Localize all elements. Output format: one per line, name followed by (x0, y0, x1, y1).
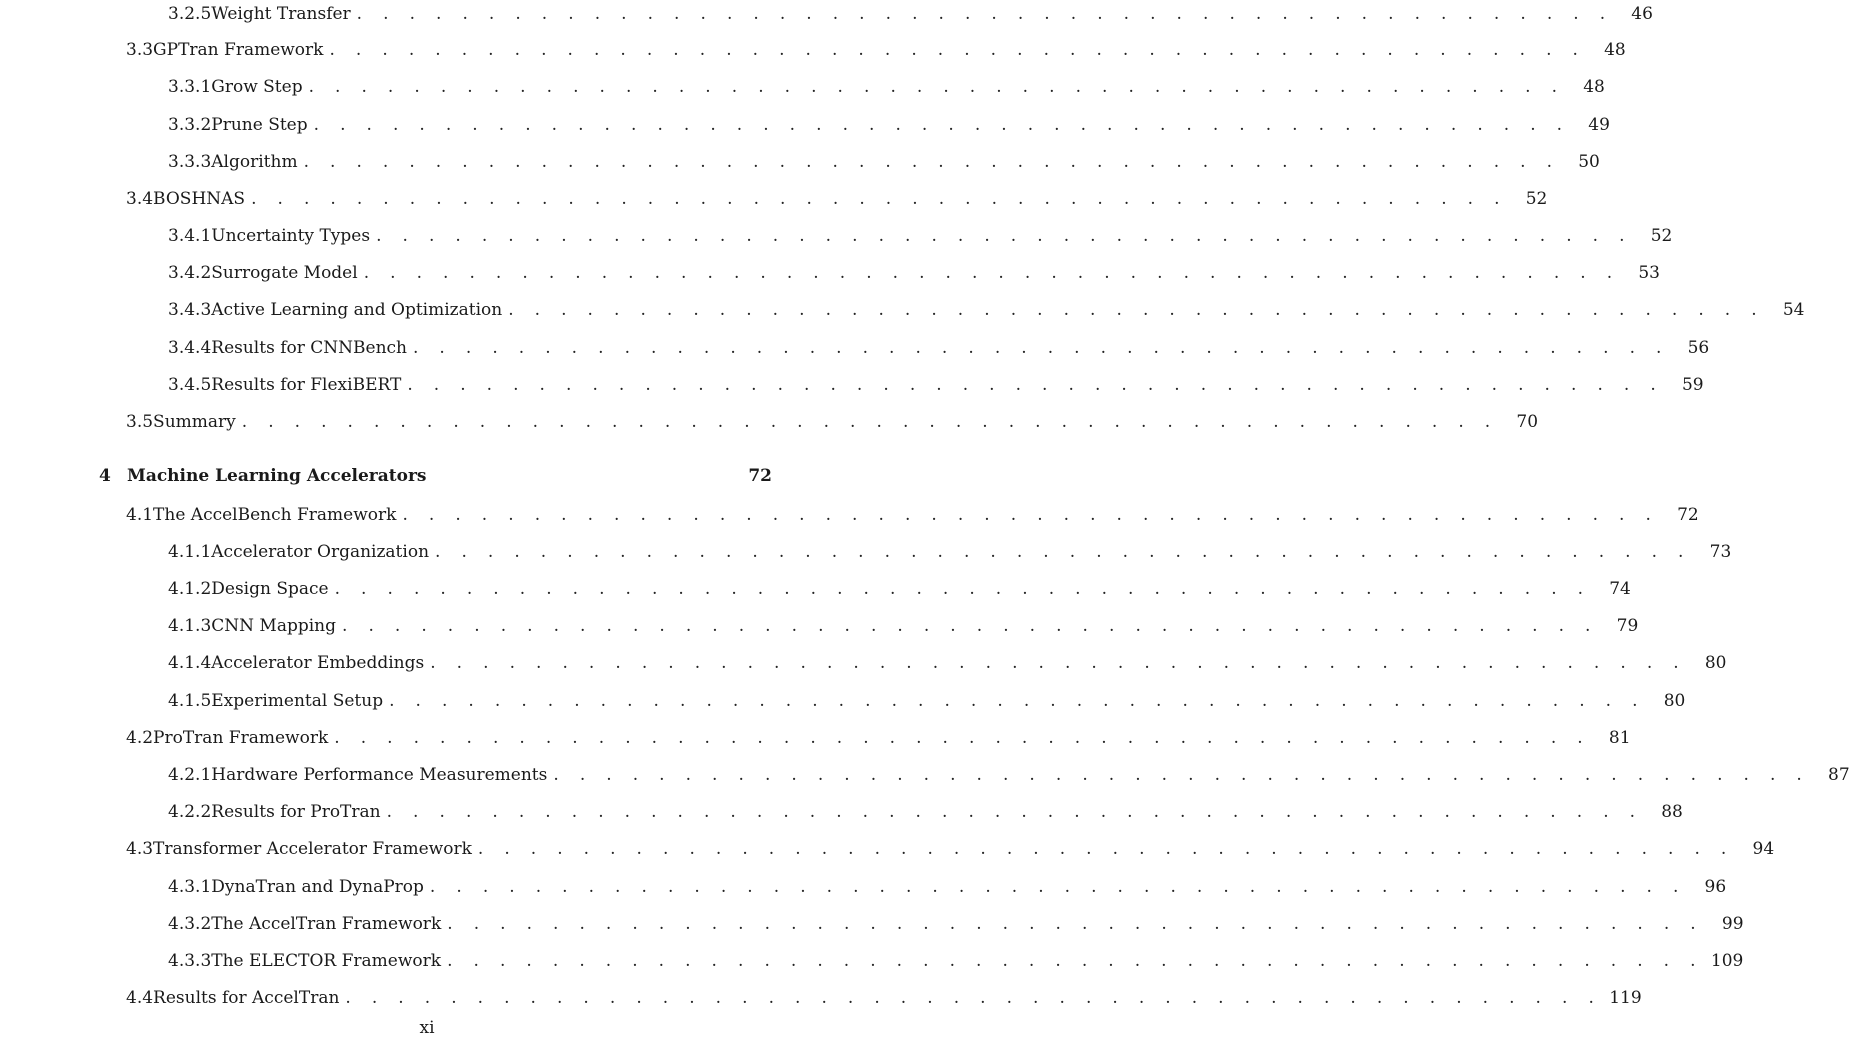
section-number: 3.3.3 (168, 152, 212, 172)
toc-entry-4-1-5[interactable] (168, 689, 1686, 713)
section-number: 4.1.3 (168, 616, 212, 636)
section-title: Accelerator Embeddings (211, 653, 425, 673)
page-number: 74 (1609, 579, 1631, 599)
page-number: 87 (1828, 765, 1850, 785)
section-number: 4.2.1 (168, 765, 212, 785)
toc-entry-4-1-1[interactable] (168, 540, 1732, 564)
section-number: 4.1.5 (168, 691, 212, 711)
section-title: Accelerator Organization (211, 542, 430, 562)
section-title: The AccelTran Framework (211, 914, 442, 934)
page-number: 72 (748, 466, 772, 486)
section-title: Algorithm (211, 152, 298, 172)
page-number: 73 (1709, 542, 1732, 562)
toc-entry-3-4-3[interactable] (168, 298, 1805, 322)
section-number: 3.5 (126, 412, 154, 432)
toc-entry-3-3-2[interactable] (168, 113, 1610, 137)
section-number: 4.3.1 (168, 877, 212, 897)
dot-leaders: . . . . . . . . . . . . . . . . . . . . . . . . . . . . . . . . . . . . . . . . . . . . . . . . (389, 691, 1646, 711)
page-number: 48 (1583, 77, 1605, 97)
dot-leaders: . . . . . . . . . . . . . . . . . . . . . . . . . . . . . . . . . . . . . . . . . . . . . . . . (345, 988, 1602, 1008)
section-number: 4.1.1 (168, 542, 212, 562)
dot-leaders: . . . . . . . . . . . . . . . . . . . . . . . . . . . . . . . . . . . . . . . . . . . . . . . . (251, 189, 1508, 209)
toc-entry-3-5[interactable] (126, 410, 1539, 434)
toc-entry-4-1-3[interactable] (168, 614, 1639, 638)
section-number: 3.3.1 (168, 77, 212, 97)
section-title: The ELECTOR Framework (211, 951, 442, 971)
section-number: 3.4.5 (168, 375, 212, 395)
toc-entry-4-2-2[interactable] (168, 800, 1683, 824)
section-title: The AccelBench Framework (153, 505, 397, 525)
section-number: 3.4.1 (168, 226, 212, 246)
section-number: 3.4.2 (168, 263, 212, 283)
page-number: 54 (1782, 300, 1805, 320)
section-number: 4.1.2 (168, 579, 212, 599)
section-number: 3.4.4 (168, 338, 212, 358)
page-number: 79 (1616, 616, 1639, 636)
section-title: DynaTran and DynaProp (211, 877, 424, 897)
section-number: 3.4 (126, 189, 154, 209)
section-title: Results for AccelTran (153, 988, 340, 1008)
section-number: 4.3.2 (168, 914, 212, 934)
page-number: 52 (1650, 226, 1673, 246)
toc-entry-4-2-1[interactable] (168, 763, 1850, 787)
section-title: Weight Transfer (211, 4, 351, 24)
section-title: Prune Step (211, 115, 308, 135)
toc-entry-4-3[interactable] (126, 837, 1775, 861)
section-title: ProTran Framework (153, 728, 329, 748)
section-number: 4.1.4 (168, 653, 212, 673)
chapter-title: Machine Learning Accelerators (127, 466, 427, 486)
section-title: Surrogate Model (211, 263, 358, 283)
toc-entry-3-3[interactable] (126, 38, 1626, 62)
section-title: Hardware Performance Measurements (211, 765, 548, 785)
section-title: Transformer Accelerator Framework (153, 839, 472, 859)
section-title: Active Learning and Optimization (211, 300, 503, 320)
dot-leaders: . . . . . . . . . . . . . . . . . . . . . . . . . . . . . . . . . . . . . . . . . . . . . . . . (313, 115, 1570, 135)
dot-leaders: . . . . . . . . . . . . . . . . . . . . . . . . . . . . . . . . . . . . . . . . . . . . . . . . (334, 728, 1591, 748)
dot-leaders: . . . . . . . . . . . . . . . . . . . . . . . . . . . . . . . . . . . . . . . . . . . . . . . . (447, 951, 1704, 971)
chapter-number: 4 (99, 466, 111, 486)
toc-entry-3-4-4[interactable] (168, 336, 1710, 360)
toc-entry-4-3-3[interactable] (168, 949, 1744, 973)
section-number: 3.3 (126, 40, 154, 60)
dot-leaders: . . . . . . . . . . . . . . . . . . . . . . . . . . . . . . . . . . . . . . . . . . . . . . . . (447, 914, 1704, 934)
dot-leaders: . . . . . . . . . . . . . . . . . . . . . . . . . . . . . . . . . . . . . . . . . . . . . . . . (303, 152, 1560, 172)
section-title: Results for FlexiBERT (211, 375, 402, 395)
page-number: 52 (1525, 189, 1548, 209)
page-number: 53 (1638, 263, 1660, 283)
toc-entry-3-2-5[interactable] (168, 2, 1653, 26)
section-number: 4.3 (126, 839, 154, 859)
page-number: 46 (1631, 4, 1653, 24)
toc-entry-3-3-3[interactable] (168, 150, 1600, 174)
section-number: 4.1 (126, 505, 154, 525)
dot-leaders: . . . . . . . . . . . . . . . . . . . . . . . . . . . . . . . . . . . . . . . . . . . . . . . . (553, 765, 1810, 785)
page-number: 99 (1721, 914, 1744, 934)
section-number: 3.2.5 (168, 4, 212, 24)
dot-leaders: . . . . . . . . . . . . . . . . . . . . . . . . . . . . . . . . . . . . . . . . . . . . . . . . (477, 839, 1735, 859)
page-number: 59 (1681, 375, 1704, 395)
dot-leaders: . . . . . . . . . . . . . . . . . . . . . . . . . . . . . . . . . . . . . . . . . . . . . . . . (407, 375, 1664, 395)
toc-entry-3-4-1[interactable] (168, 224, 1673, 248)
page-number: 56 (1687, 338, 1710, 358)
dot-leaders: . . . . . . . . . . . . . . . . . . . . . . . . . . . . . . . . . . . . . . . . . . . . . . . . (376, 226, 1633, 246)
page-number: 49 (1588, 115, 1610, 135)
section-number: 4.3.3 (168, 951, 212, 971)
page-number: 50 (1578, 152, 1600, 172)
dot-leaders: . . . . . . . . . . . . . . . . . . . . . . . . . . . . . . . . . . . . . . . . . . . . . . . . (308, 77, 1565, 97)
dot-leaders: . . . . . . . . . . . . . . . . . . . . . . . . . . . . . . . . . . . . . . . . . . . . . . . . (430, 653, 1687, 673)
dot-leaders: . . . . . . . . . . . . . . . . . . . . . . . . . . . . . . . . . . . . . . . . . . . . . . . . (363, 263, 1620, 283)
dot-leaders: . . . . . . . . . . . . . . . . . . . . . . . . . . . . . . . . . . . . . . . . . . . . . . . . (342, 616, 1599, 636)
page-number: 80 (1663, 691, 1686, 711)
toc-entry-4-3-1[interactable] (168, 875, 1727, 899)
toc-entry-4-3-2[interactable] (168, 912, 1744, 936)
section-number: 4.4 (126, 988, 154, 1008)
page-number: 96 (1704, 877, 1727, 897)
section-number: 3.3.2 (168, 115, 212, 135)
toc-entry-3-3-1[interactable] (168, 75, 1605, 99)
toc-chapter-4[interactable] (99, 464, 772, 488)
toc-entry-4-1-2[interactable] (168, 577, 1631, 601)
toc-entry-4-4[interactable] (126, 986, 1642, 1010)
section-title: Experimental Setup (211, 691, 384, 711)
page-number: 81 (1608, 728, 1631, 748)
page-number: 94 (1752, 839, 1775, 859)
section-title: GPTran Framework (153, 40, 324, 60)
page-number: 88 (1661, 802, 1683, 822)
page-number: 70 (1516, 412, 1539, 432)
toc-entry-3-4-2[interactable] (168, 261, 1660, 285)
page-number: 48 (1604, 40, 1626, 60)
toc-entry-4-2[interactable] (126, 726, 1631, 750)
dot-leaders: . . . . . . . . . . . . . . . . . . . . . . . . . . . . . . . . . . . . . . . . . . . . . . . . (241, 412, 1499, 432)
page-folio: xi (419, 1018, 435, 1038)
section-title: BOSHNAS (153, 189, 246, 209)
section-number: 3.4.3 (168, 300, 212, 320)
toc-entry-4-1-4[interactable] (168, 651, 1727, 675)
page-number: 72 (1677, 505, 1699, 525)
dot-leaders: . . . . . . . . . . . . . . . . . . . . . . . . . . . . . . . . . . . . . . . . . . . . . . . . (429, 877, 1687, 897)
toc-entry-3-4[interactable] (126, 187, 1548, 211)
section-number: 4.2 (126, 728, 154, 748)
page-number: 109 (1710, 951, 1744, 971)
dot-leaders: . . . . . . . . . . . . . . . . . . . . . . . . . . . . . . . . . . . . . . . . . . . . . . . . (386, 802, 1643, 822)
section-title: Results for CNNBench (211, 338, 407, 358)
section-title: Results for ProTran (211, 802, 381, 822)
section-title: Grow Step (211, 77, 303, 97)
section-title: Summary (153, 412, 236, 432)
toc-entry-4-1[interactable] (126, 503, 1699, 527)
dot-leaders: . . . . . . . . . . . . . . . . . . . . . . . . . . . . . . . . . . . . . . . . . . . . . . . . (508, 300, 1765, 320)
page-number: 119 (1609, 988, 1642, 1008)
dot-leaders: . . . . . . . . . . . . . . . . . . . . . . . . . . . . . . . . . . . . . . . . . . . . . . . . (402, 505, 1659, 525)
toc-entry-3-4-5[interactable] (168, 373, 1704, 397)
dot-leaders: . . . . . . . . . . . . . . . . . . . . . . . . . . . . . . . . . . . . . . . . . . . . . . . . (329, 40, 1586, 60)
section-title: CNN Mapping (211, 616, 337, 636)
dot-leaders: . . . . . . . . . . . . . . . . . . . . . . . . . . . . . . . . . . . . . . . . . . . . . . . . (435, 542, 1692, 562)
section-title: Design Space (211, 579, 329, 599)
page-number: 80 (1704, 653, 1727, 673)
section-number: 4.2.2 (168, 802, 212, 822)
section-title: Uncertainty Types (211, 226, 371, 246)
dot-leaders: . . . . . . . . . . . . . . . . . . . . . . . . . . . . . . . . . . . . . . . . . . . . . . . . (356, 4, 1613, 24)
dot-leaders: . . . . . . . . . . . . . . . . . . . . . . . . . . . . . . . . . . . . . . . . . . . . . . . . (334, 579, 1591, 599)
dot-leaders: . . . . . . . . . . . . . . . . . . . . . . . . . . . . . . . . . . . . . . . . . . . . . . . . (412, 338, 1670, 358)
